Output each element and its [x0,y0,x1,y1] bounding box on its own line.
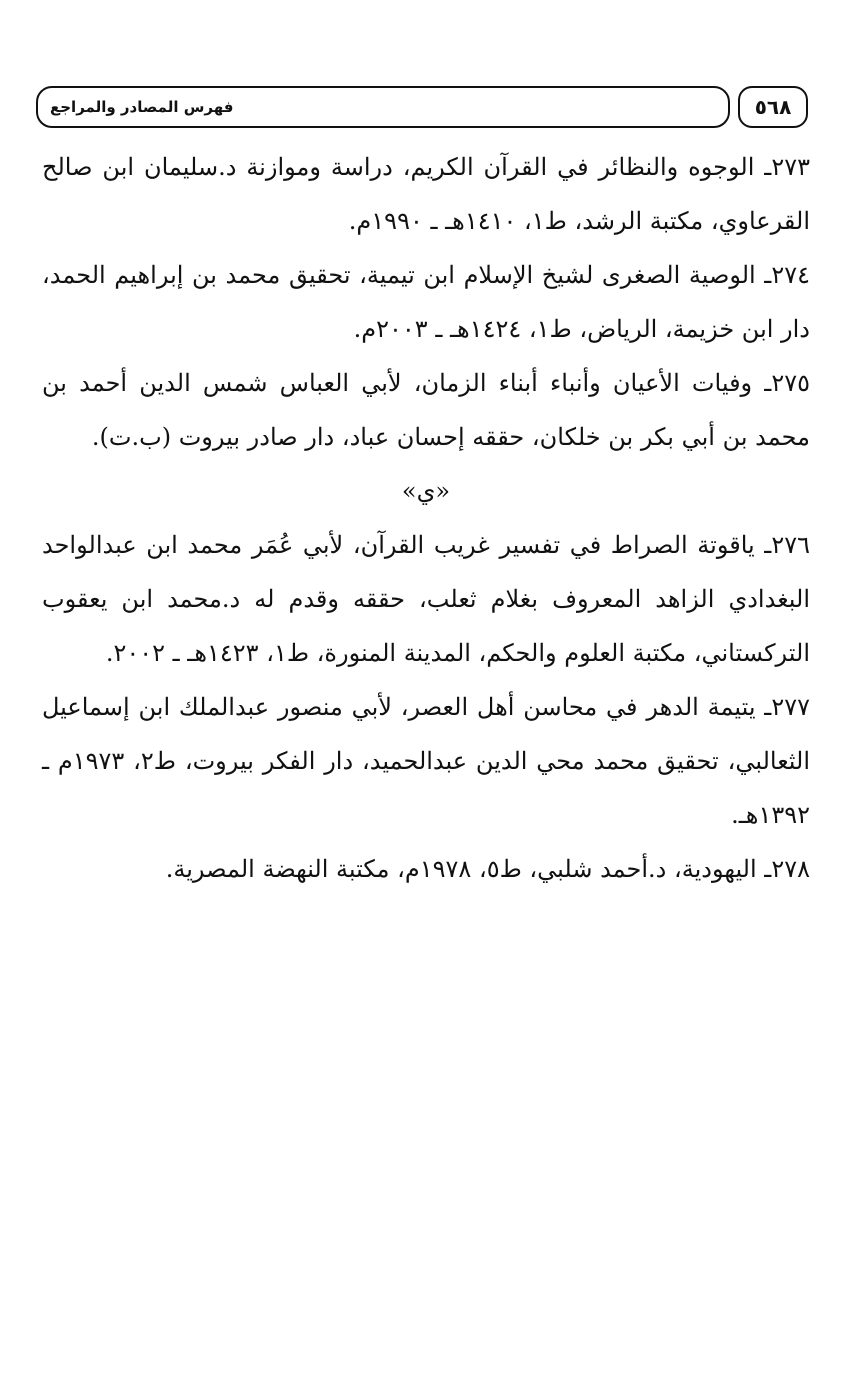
bibliography-entry-278: ٢٧٨ـ اليهودية، د.أحمد شلبي، ط٥، ١٩٧٨م، مكتبة النهضة المصرية. [165,855,810,883]
bibliography-entry-275: ٢٧٥ـ وفيات الأعيان وأنباء أبناء الزمان، لأبي العباس شمس الدين أحمد بن محمد بن أبي بكر بن خلكان، حققه إحسان عباد، دار صادر بيروت (ب.ت). [42,369,810,451]
bibliography-entry-274: ٢٧٤ـ الوصية الصغرى لشيخ الإسلام ابن تيمية، تحقيق محمد بن إبراهيم الحمد، دار ابن خزيمة، الرياض، ط١، ١٤٢٤هـ ـ ٢٠٠٣م. [42,261,810,343]
running-header-title: فهرس المصادر والمراجع [50,98,234,116]
bibliography-list [42,140,810,896]
bibliography-entry-273: ٢٧٣ـ الوجوه والنظائر في القرآن الكريم، دراسة وموازنة د.سليمان ابن صالح القرعاوي، مكتبة الرشد، ط١، ١٤١٠هـ ـ ١٩٩٠م. [42,153,810,235]
running-header [36,86,730,128]
page-number: ٥٦٨ [754,95,792,119]
section-heading-ya: «ي» [401,477,451,505]
bibliography-entry-277: ٢٧٧ـ يتيمة الدهر في محاسن أهل العصر، لأبي منصور عبدالملك ابن إسماعيل الثعالبي، تحقيق محمد محي الدين عبدالحميد، دار الفكر بيروت، ط٢، ١٩٧٣م ـ ١٣٩٢هـ. [42,693,810,829]
bibliography-entry-276: ٢٧٦ـ ياقوتة الصراط في تفسير غريب القرآن، لأبي عُمَر محمد ابن عبدالواحد البغدادي الزاهد المعروف بغلام ثعلب، حققه وقدم له د.محمد ابن يعقوب التركستاني، مكتبة العلوم والحكم، المدينة المنورة، ط١، ١٤٢٣هـ ـ ٢٠٠٢. [42,531,810,667]
page-number-box [738,86,808,128]
